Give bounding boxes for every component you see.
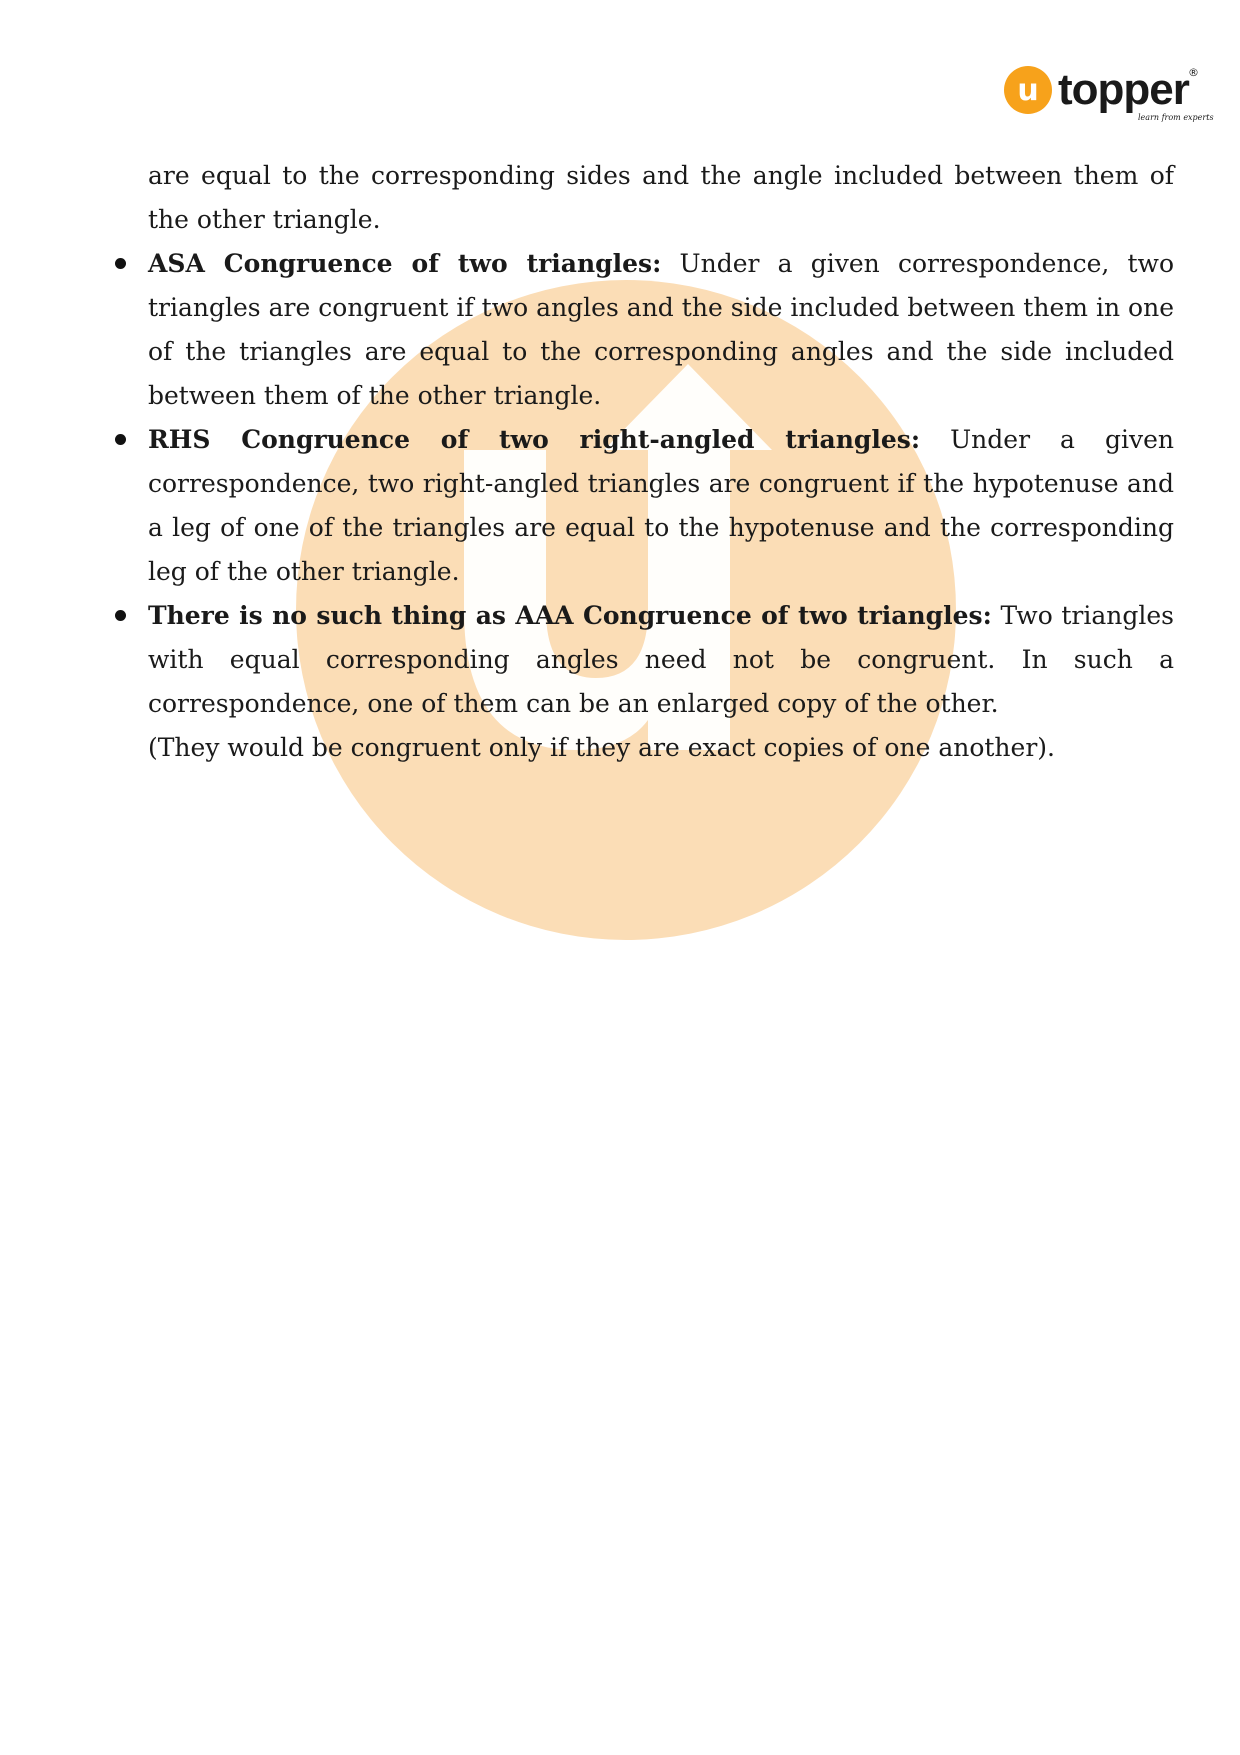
term-asa: ASA Congruence of two triangles: — [148, 249, 662, 278]
document-body — [148, 154, 1174, 770]
logo-tagline: learn from experts — [1138, 113, 1214, 122]
bullet-icon — [115, 434, 126, 445]
list-item-asa — [148, 242, 1174, 418]
definition-aaa: Two triangles with equal corresponding angles need not be congruent. In such a correspondence, one of them can be an enlarged copy of the other. — [148, 601, 1175, 718]
closing-note: (They would be congruent only if they are exact copies of one another). — [148, 733, 1055, 762]
list-item-aaa — [148, 594, 1174, 770]
definition-asa: Under a given correspondence, two triangles are congruent if two angles and the side included between them in one of the triangles are equal to the corresponding angles and the side included between them of the other triangle. — [148, 249, 1174, 410]
congruence-rules-list — [148, 242, 1174, 770]
definition-rhs: Under a given correspondence, two right-angled triangles are congruent if the hypotenuse and a leg of one of the triangles are equal to the hypotenuse and the corresponding leg of the other triangle. — [148, 425, 1174, 586]
logo-mark: u — [1017, 73, 1039, 108]
term-aaa: There is no such thing as AAA Congruence of two triangles: — [148, 601, 992, 630]
bullet-icon — [115, 258, 126, 269]
logo-registered: ® — [1188, 66, 1199, 79]
intro-paragraph: are equal to the corresponding sides and the angle included between them of the other triangle. — [148, 161, 1174, 234]
logo-text: topper — [1058, 65, 1189, 114]
bullet-icon — [115, 610, 126, 621]
list-item-rhs — [148, 418, 1174, 594]
term-rhs: RHS Congruence of two right-angled triangles: — [148, 425, 921, 454]
topper-logo — [1004, 62, 1214, 130]
